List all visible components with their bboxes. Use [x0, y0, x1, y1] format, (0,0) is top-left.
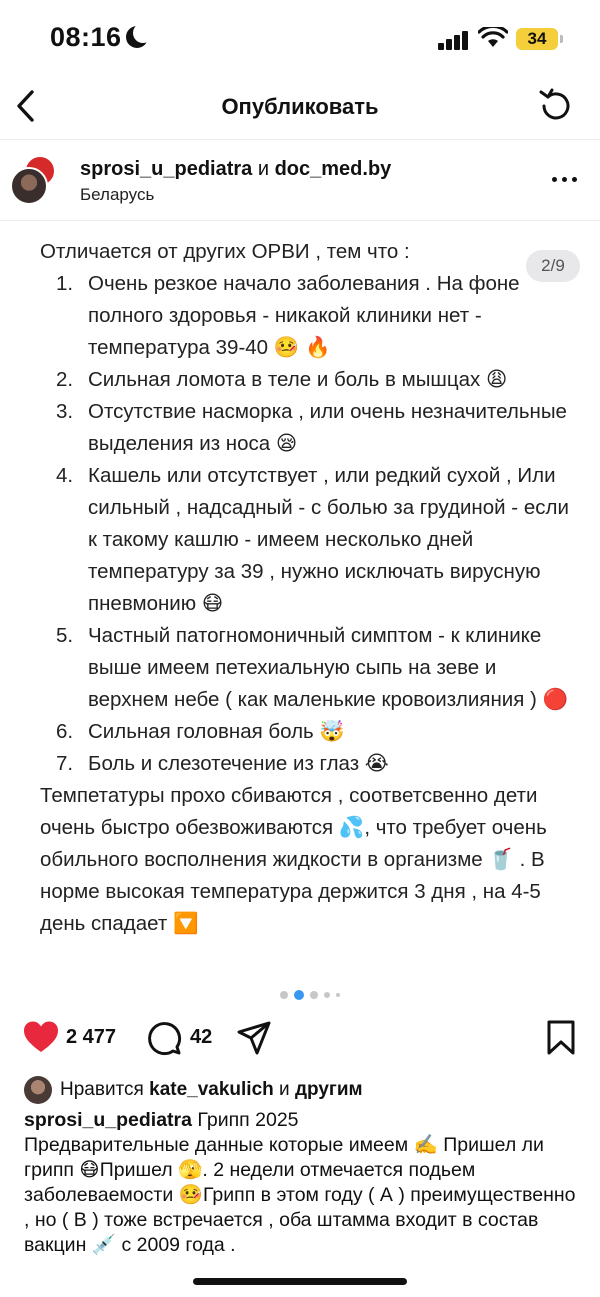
post-location[interactable]: Беларусь — [80, 185, 155, 204]
caption-title: Грипп 2025 — [191, 1109, 299, 1131]
carousel-slide[interactable] — [0, 222, 600, 974]
symptom-list — [40, 268, 580, 780]
status-bar — [0, 0, 600, 80]
list-number: 3. — [56, 400, 74, 423]
likes-prefix: Нравится — [60, 1079, 150, 1100]
wifi-icon — [478, 27, 508, 49]
list-number: 1. — [56, 272, 74, 295]
slide-outro: Темпетатуры прохо сбиваются , соответсвенно дети очень быстро обезвоживаются 💦, что требует очень обильного восполнения жидкости в организме 🥤 . В норме высокая температура держится 3 дня , на 4-5 день спадает 🔽 — [40, 784, 547, 935]
home-indicator — [193, 1278, 407, 1285]
moon-icon — [126, 26, 148, 48]
share-icon[interactable] — [236, 1020, 272, 1056]
list-text: Сильная ломота в теле и боль в мышцах 😩 — [88, 368, 508, 391]
likes-summary[interactable] — [24, 1076, 584, 1104]
collaborator-username[interactable]: doc_med.by — [274, 158, 392, 180]
list-number: 2. — [56, 368, 74, 391]
list-number: 7. — [56, 752, 74, 775]
list-number: 5. — [56, 624, 74, 647]
list-text: Сильная головная боль 🤯 — [88, 720, 345, 743]
slide-counter-badge: 2/9 — [526, 250, 580, 282]
carousel-dot — [280, 991, 288, 999]
liker-username[interactable]: kate_vakulich — [149, 1079, 274, 1100]
caption-username[interactable]: sprosi_u_pediatra — [24, 1109, 192, 1131]
likes-others[interactable]: другим — [294, 1079, 363, 1100]
list-item — [40, 748, 580, 780]
carousel-dot — [310, 991, 318, 999]
author-joiner: и — [252, 158, 275, 180]
list-number: 4. — [56, 464, 74, 487]
caption-body: Предварительные данные которые имеем ✍️ Пришел ли грипп 😷Пришел 🫣. 2 недели отмечается подьем заболеваемости 🤒Грипп в этом году ( А ) преимущественно , но ( В ) тоже встречается , оба штамма входит в состав вакцин 💉 с 2009 года . — [24, 1134, 576, 1256]
comment-icon[interactable] — [146, 1020, 182, 1056]
heart-icon[interactable] — [22, 1020, 60, 1054]
list-item — [40, 716, 580, 748]
list-text: Боль и слезотечение из глаз 😭 — [88, 752, 389, 775]
battery-tip — [560, 35, 563, 43]
list-text: Кашель или отсутствует , или редкий сухой , Или сильный , надсадный - с болью за грудиной - если к такому кашлю - имеем несколько дней температуру за 39 , нужно исключать вирусную пневмонию 😷 — [88, 464, 569, 615]
list-text: Отсутствие насморка , или очень незначительные выделения из носа 😪 — [88, 400, 567, 455]
author-username[interactable]: sprosi_u_pediatra — [80, 158, 253, 180]
carousel-dot-active — [294, 990, 304, 1000]
list-text: Частный патогномоничный симптом - к клинике выше имеем петехиальную сыпь на зеве и верхнем небе ( как маленькие кровоизлияния ) 🔴 — [88, 624, 569, 711]
more-options-icon[interactable] — [552, 177, 580, 185]
author-names — [80, 158, 391, 181]
carousel-dot — [324, 992, 330, 998]
list-item — [40, 364, 580, 396]
nav-header — [0, 80, 600, 140]
carousel-dot — [336, 993, 340, 997]
author-avatar[interactable] — [10, 167, 48, 205]
slide-text — [40, 236, 580, 940]
likes-text — [60, 1079, 363, 1101]
post-author-row — [0, 145, 600, 221]
liker-avatar — [24, 1076, 52, 1104]
slide-intro: Отличается от других ОРВИ , тем что : — [40, 240, 410, 263]
list-item — [40, 268, 580, 364]
list-item — [40, 396, 580, 460]
post-caption — [24, 1108, 584, 1258]
post-actions — [0, 1012, 600, 1066]
likes-middle: и — [273, 1079, 295, 1100]
bookmark-icon[interactable] — [546, 1020, 576, 1056]
refresh-icon[interactable] — [536, 86, 576, 126]
carousel-dots — [280, 990, 360, 1000]
signal-icon — [438, 30, 470, 50]
like-count[interactable]: 2 477 — [66, 1026, 117, 1048]
comment-count[interactable]: 42 — [190, 1026, 213, 1048]
battery-level: 34 — [516, 28, 558, 50]
author-avatars[interactable] — [10, 157, 56, 203]
status-time: 08:16 — [50, 22, 122, 52]
list-text: Очень резкое начало заболевания . На фоне полного здоровья - никакой клиники нет - температура 39-40 🤒 🔥 — [88, 272, 520, 359]
page-title: Опубликовать — [221, 94, 379, 119]
list-item — [40, 620, 580, 716]
list-item — [40, 460, 580, 620]
list-number: 6. — [56, 720, 74, 743]
